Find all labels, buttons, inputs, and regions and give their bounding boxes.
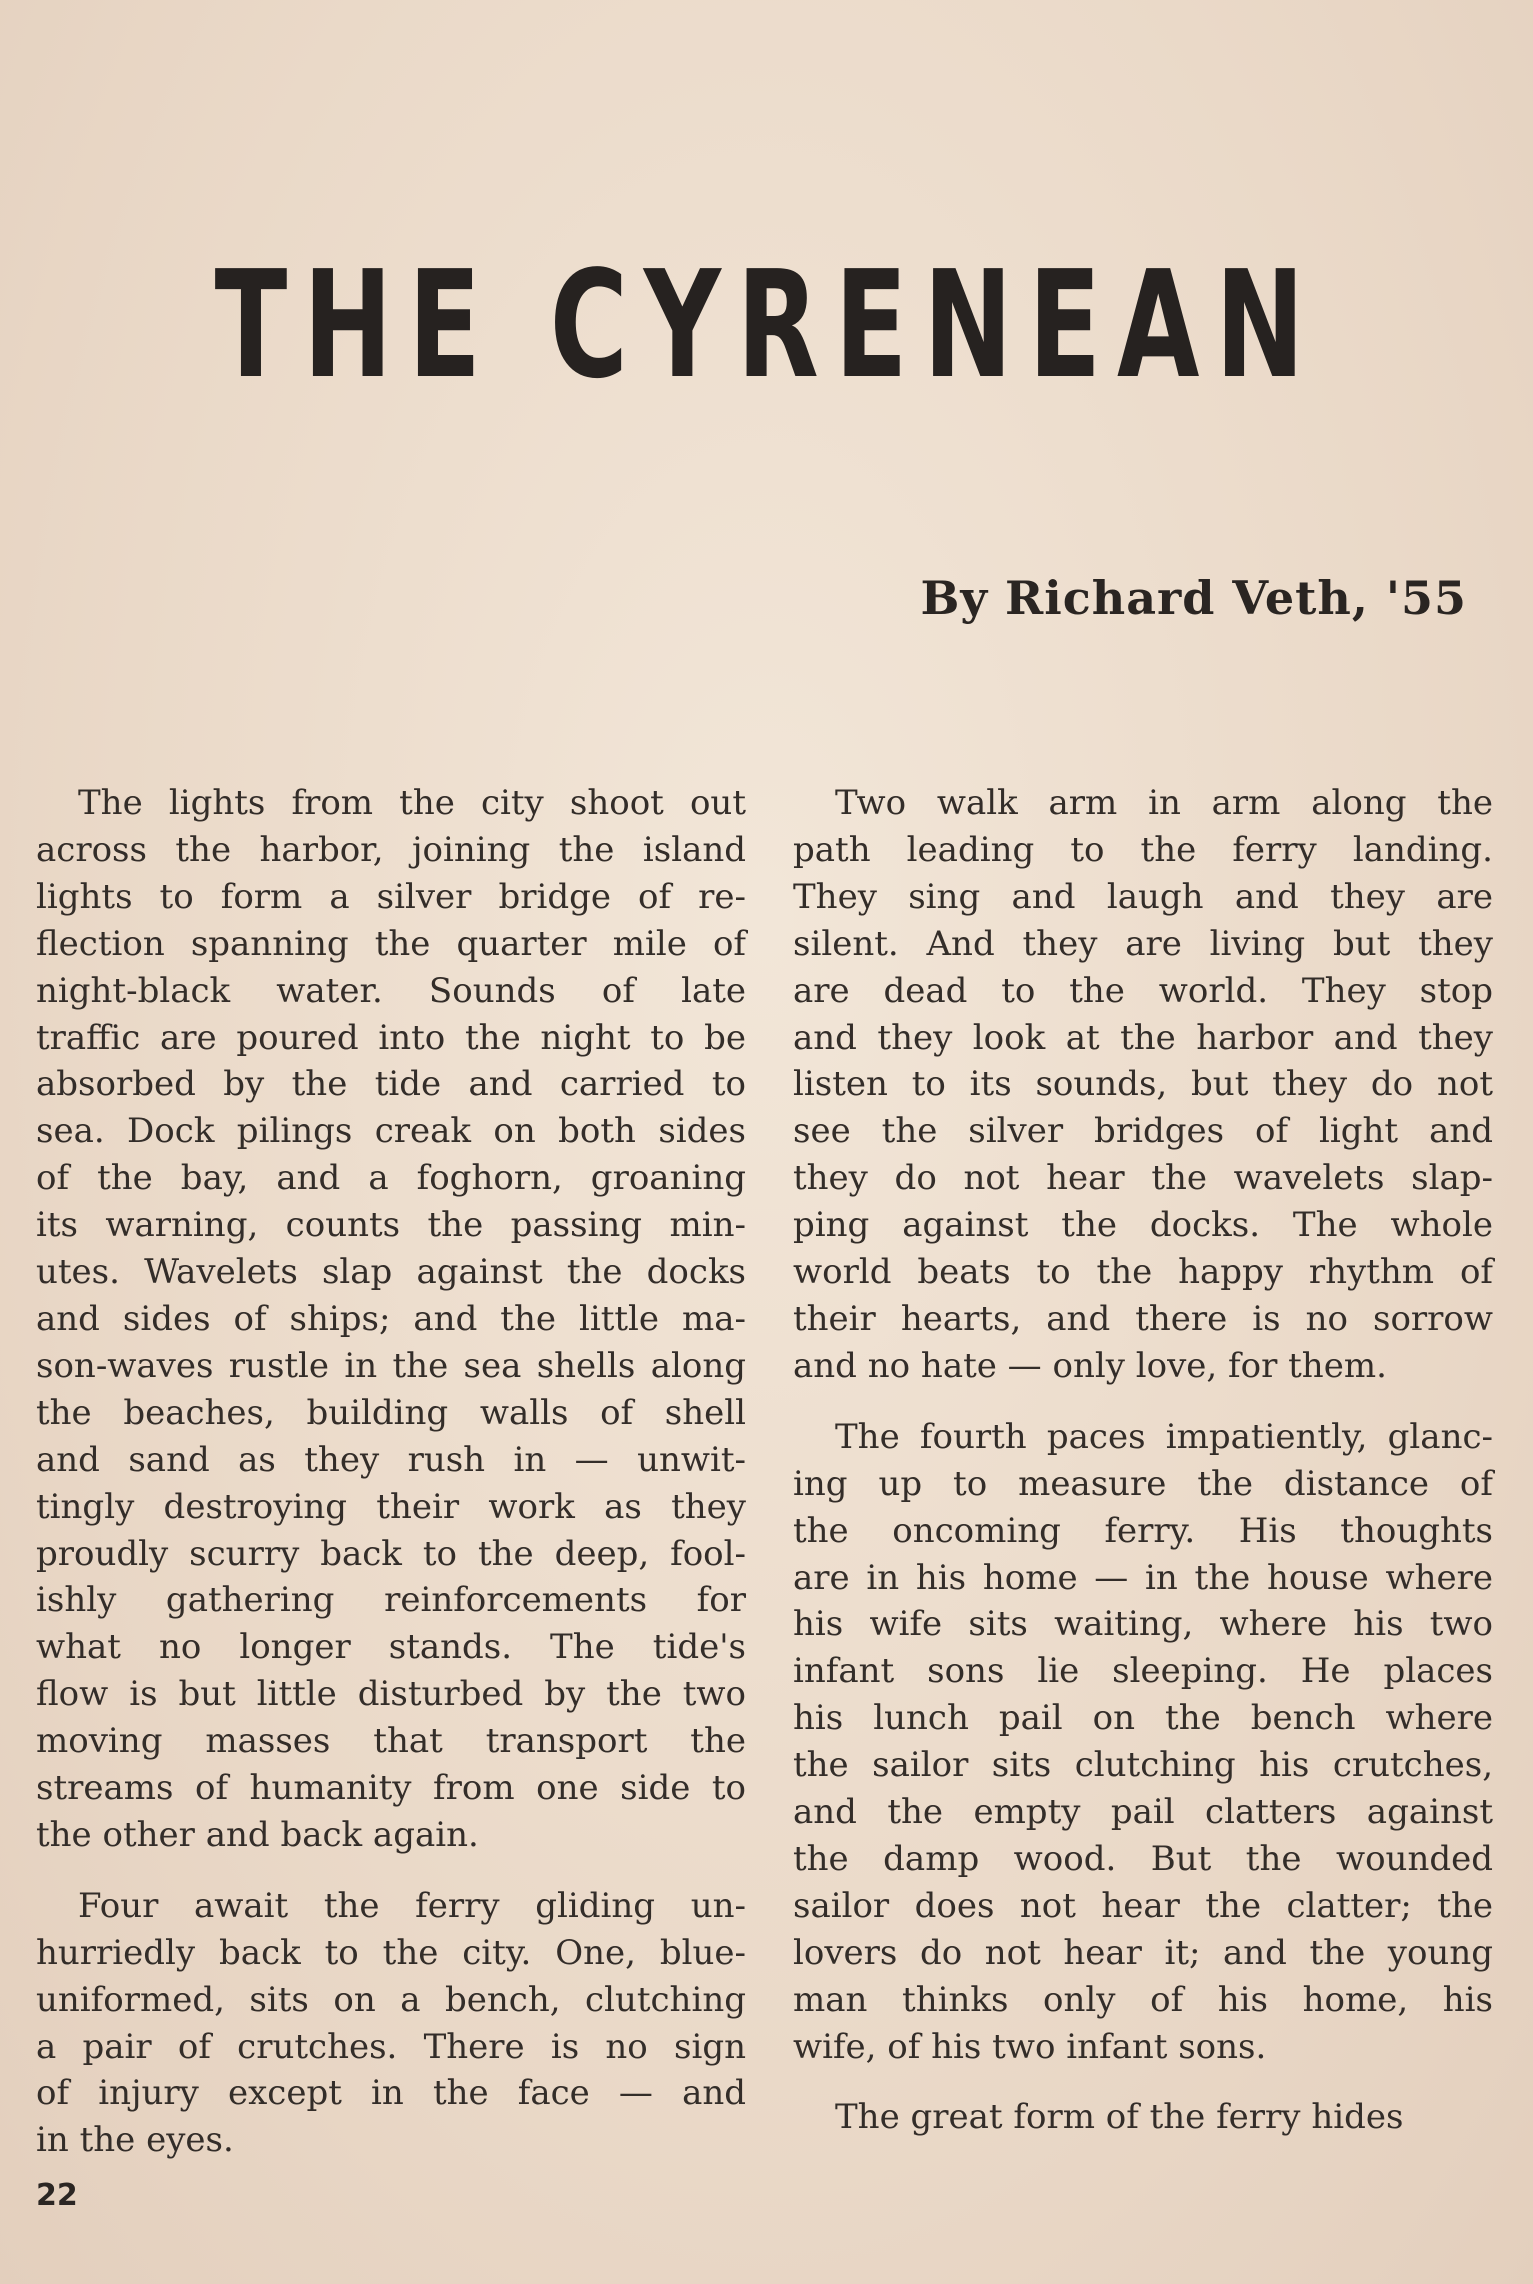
text-line: flection spanning the quarter mile of (36, 923, 746, 964)
text-line: across the harbor, joining the island (36, 829, 746, 870)
text-line: the damp wood. But the wounded (793, 1838, 1493, 1879)
story-title: THE CYRENEAN (214, 239, 1321, 411)
text-line: ing up to measure the distance of (793, 1463, 1493, 1504)
text-line: night-black water. Sounds of late (36, 970, 746, 1011)
text-line: lovers do not hear it; and the young (793, 1932, 1493, 1973)
text-line: their hearts, and there is no sorrow (793, 1298, 1493, 1339)
text-line: tingly destroying their work as they (36, 1486, 746, 1527)
paragraph (793, 2094, 1493, 2141)
text-line: They sing and laugh and they are (793, 876, 1493, 917)
text-line: silent. And they are living but they (793, 923, 1493, 964)
text-line: wife, of his two infant sons. (793, 2026, 1267, 2067)
paragraph (793, 780, 1493, 1390)
text-line: proudly scurry back to the deep, fool- (36, 1533, 746, 1574)
text-line: its warning, counts the passing min- (36, 1205, 746, 1246)
text-line: of injury except in the face — and (36, 2073, 746, 2114)
text-line: moving masses that transport the (36, 1721, 746, 1762)
page-number: 22 (36, 2178, 78, 2213)
text-line: listen to its sounds, but they do not (793, 1064, 1493, 1105)
text-line: flow is but little disturbed by the two (36, 1674, 746, 1715)
text-line: The great form of the ferry hides (835, 2097, 1404, 2138)
text-line: ping against the docks. The whole (793, 1205, 1493, 1246)
text-line: Two walk arm in arm along the (835, 783, 1493, 823)
text-line: hurriedly back to the city. One, blue- (36, 1932, 746, 1973)
text-line: what no longer stands. The tide's (36, 1627, 746, 1668)
paragraph (36, 780, 746, 1859)
text-line: the other and back again. (36, 1814, 479, 1855)
text-line: streams of humanity from one side to (36, 1768, 746, 1809)
text-line: sailor does not hear the clatter; the (793, 1885, 1493, 1926)
text-line: The lights from the city shoot out (78, 783, 746, 823)
text-line: are in his home — in the house where (793, 1557, 1493, 1598)
text-line: sea. Dock pilings creak on both sides (36, 1111, 746, 1152)
text-line: man thinks only of his home, his (793, 1979, 1493, 2020)
text-line: are dead to the world. They stop (793, 970, 1493, 1011)
text-line: they do not hear the wavelets slap- (793, 1158, 1493, 1199)
text-line: and no hate — only love, for them. (793, 1345, 1387, 1386)
text-line: utes. Wavelets slap against the docks (36, 1252, 746, 1293)
text-line: the oncoming ferry. His thoughts (793, 1510, 1493, 1551)
text-line: and sides of ships; and the little ma- (36, 1298, 746, 1339)
author-byline: By Richard Veth, '55 (920, 571, 1467, 625)
left-column (36, 780, 746, 2188)
paragraph (36, 1883, 746, 2164)
text-line: son-waves rustle in the sea shells along (36, 1345, 746, 1386)
text-line: absorbed by the tide and carried to (36, 1064, 746, 1105)
text-line: in the eyes. (36, 2120, 234, 2161)
text-line: and they look at the harbor and they (793, 1017, 1493, 1058)
text-line: and sand as they rush in — unwit- (36, 1439, 746, 1480)
text-line: his wife sits waiting, where his two (793, 1604, 1493, 1645)
text-line: world beats to the happy rhythm of (793, 1252, 1493, 1293)
text-line: ishly gathering reinforcements for (36, 1580, 746, 1621)
text-line: uniformed, sits on a bench, clutching (36, 1979, 746, 2020)
text-line: lights to form a silver bridge of re- (36, 876, 746, 917)
text-line: traffic are poured into the night to be (36, 1017, 746, 1058)
text-line: the sailor sits clutching his crutches, (793, 1745, 1493, 1786)
text-line: Four await the ferry gliding un- (78, 1885, 746, 1926)
paragraph (793, 1414, 1493, 2071)
text-line: infant sons lie sleeping. He places (793, 1651, 1493, 1692)
right-column (793, 780, 1493, 2165)
text-line: The fourth paces impatiently, glanc- (835, 1416, 1493, 1457)
text-line: see the silver bridges of light and (793, 1111, 1493, 1152)
text-line: a pair of crutches. There is no sign (36, 2026, 746, 2067)
text-line: the beaches, building walls of shell (36, 1392, 746, 1433)
text-line: of the bay, and a foghorn, groaning (36, 1158, 746, 1199)
text-line: his lunch pail on the bench where (793, 1698, 1493, 1739)
text-line: path leading to the ferry landing. (793, 829, 1493, 870)
text-line: and the empty pail clatters against (793, 1792, 1493, 1833)
